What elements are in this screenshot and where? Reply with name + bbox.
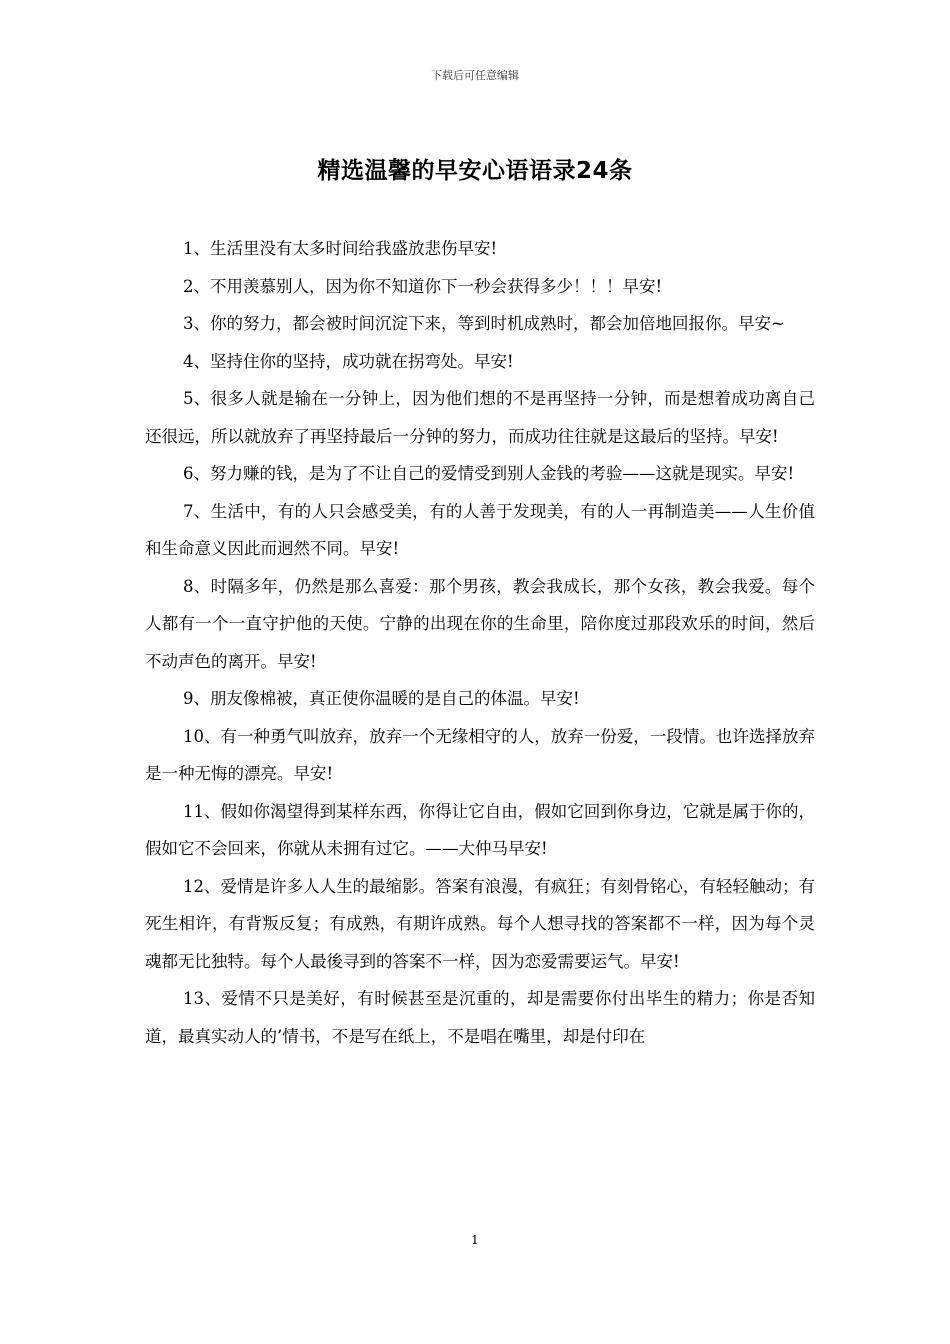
paragraph-13: 13、爱情不只是美好，有时候甚至是沉重的，却是需要你付出毕生的精力；你是否知道，最真实动人的’情书，不是写在纸上，不是唱在嘴里，却是付印在	[145, 989, 815, 1046]
document-title: 精选温馨的早安心语语录24条	[317, 158, 633, 184]
paragraph-8: 8、时隔多年，仍然是那么喜爱：那个男孩，教会我成长，那个女孩，教会我爱。每个人都有一个一直守护他的天使。宁静的出现在你的生命里，陪你度过那段欢乐的时间，然后不动声色的离开。早安!	[145, 576, 815, 671]
paragraph-7: 7、生活中，有的人只会感受美，有的人善于发现美，有的人一再制造美——人生价值和生命意义因此而迥然不同。早安!	[145, 501, 815, 558]
page-number: 1	[471, 1233, 479, 1247]
paragraph-4: 4、坚持住你的坚持，成功就在拐弯处。早安!	[183, 351, 514, 371]
paragraph-12: 12、爱情是许多人人生的最缩影。答案有浪漫，有疯狂；有刻骨铭心，有轻轻触动；有死生相许，有背叛反复；有成熟，有期许成熟。每个人想寻找的答案都不一样，因为每个灵魂都无比独特。每个人最後寻到的答案不一样，因为恋爱需要运气。早安!	[145, 876, 815, 971]
document-body	[145, 230, 815, 1055]
paragraph-3: 3、你的努力，都会被时间沉淀下来，等到时机成熟时，都会加倍地回报你。早安~	[183, 314, 785, 333]
paragraph-2: 2、不用羡慕别人，因为你不知道你下一秒会获得多少！！！早安!	[183, 276, 663, 296]
paragraph-6: 6、努力赚的钱，是为了不让自己的爱情受到别人金钱的考验——这就是现实。早安!	[183, 464, 795, 483]
paragraph-9: 9、朋友像棉被，真正使你温暖的是自己的体温。早安!	[183, 689, 580, 708]
paragraph-11: 11、假如你渴望得到某样东西，你得让它自由，假如它回到你身边，它就是属于你的，假如它不会回来，你就从未拥有过它。——大仲马早安!	[145, 801, 815, 858]
paragraph-5: 5、很多人就是输在一分钟上，因为他们想的不是再坚持一分钟，而是想着成功离自己还很远，所以就放弃了再坚持最后一分钟的努力，而成功往往就是这最后的坚持。早安!	[145, 389, 815, 446]
paragraph-1: 1、生活里没有太多时间给我盛放悲伤早安!	[183, 239, 498, 258]
header-note: 下载后可任意编辑	[431, 69, 519, 82]
paragraph-10: 10、有一种勇气叫放弃，放弃一个无缘相守的人，放弃一份爱，一段情。也许选择放弃是一种无悔的漂亮。早安!	[145, 726, 815, 783]
